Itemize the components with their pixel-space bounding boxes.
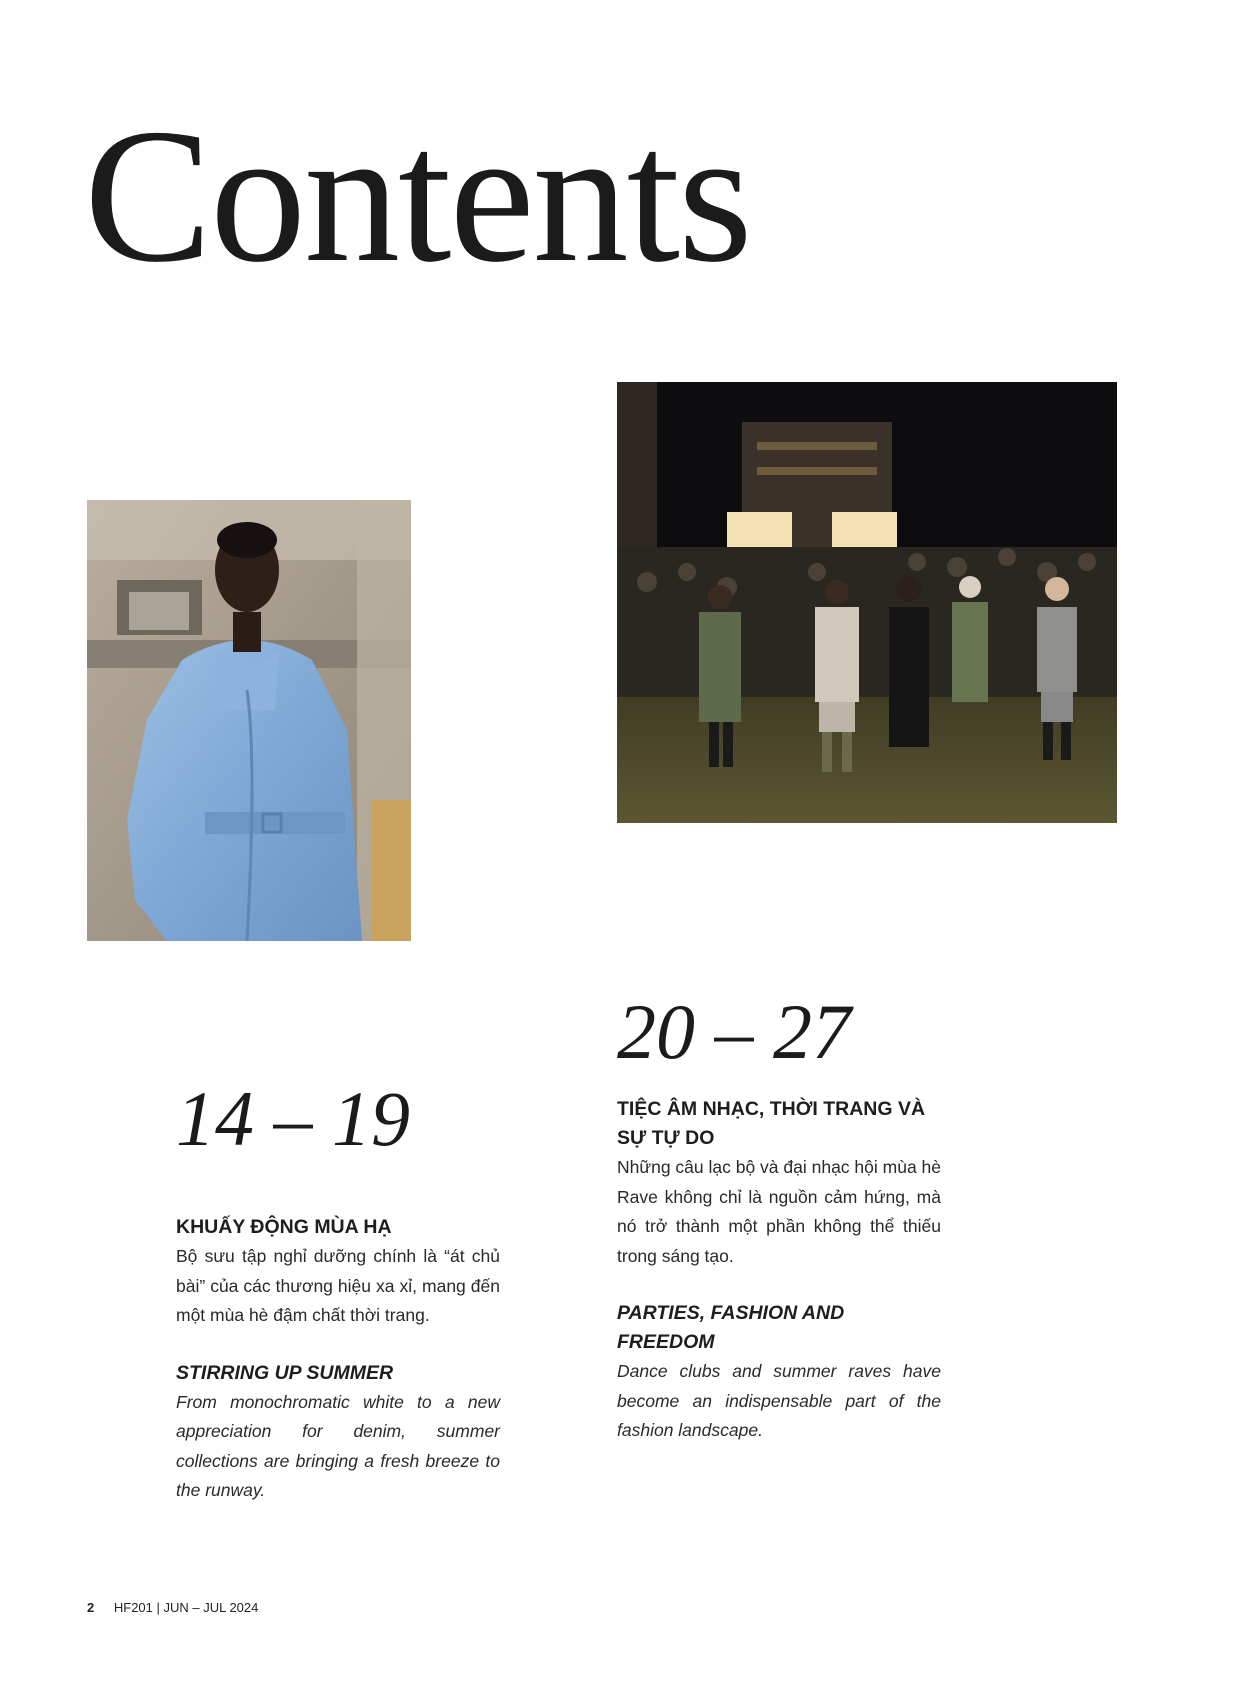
- en-description: From monochromatic white to a new appreciation for denim, summer collections are bringing a fresh breeze to the runway.: [176, 1391, 500, 1500]
- denim-coat-model-photo: [87, 500, 411, 941]
- en-heading: STIRRING UP SUMMER: [176, 1361, 394, 1384]
- page-title: Contents: [84, 89, 751, 302]
- pages-range-parties: 20 – 27: [617, 988, 851, 1075]
- en-description: Dance clubs and summer raves have become an indispensable part of the fashion landscape.: [617, 1361, 941, 1440]
- page-footer: [87, 1600, 258, 1615]
- vn-heading: KHUẤY ĐỘNG MÙA HẠ: [176, 1216, 392, 1238]
- vn-description: Những câu lạc bộ và đại nhạc hội mùa hè Rave không chỉ là nguồn cảm hứng, mà nó trở thành một phần không thể thiếu trong sáng tạo.: [617, 1157, 942, 1266]
- vn-description: Bộ sưu tập nghỉ dưỡng chính là “át chủ bài” của các thương hiệu xa xỉ, mang đến một mùa hè đậm chất thời trang.: [176, 1246, 500, 1325]
- issue-label: HF201 | JUN – JUL 2024: [113, 1600, 259, 1615]
- night-runway-photo: [617, 382, 1117, 823]
- pages-range-summer: 14 – 19: [176, 1075, 410, 1162]
- page-number: 2: [87, 1600, 95, 1615]
- article-entry-summer[interactable]: [176, 1213, 500, 1506]
- vn-heading: TIỆC ÂM NHẠC, THỜI TRANG VÀ SỰ TỰ DO: [617, 1098, 926, 1149]
- article-entry-parties[interactable]: [617, 1095, 941, 1446]
- en-heading: PARTIES, FASHION AND FREEDOM: [617, 1302, 845, 1353]
